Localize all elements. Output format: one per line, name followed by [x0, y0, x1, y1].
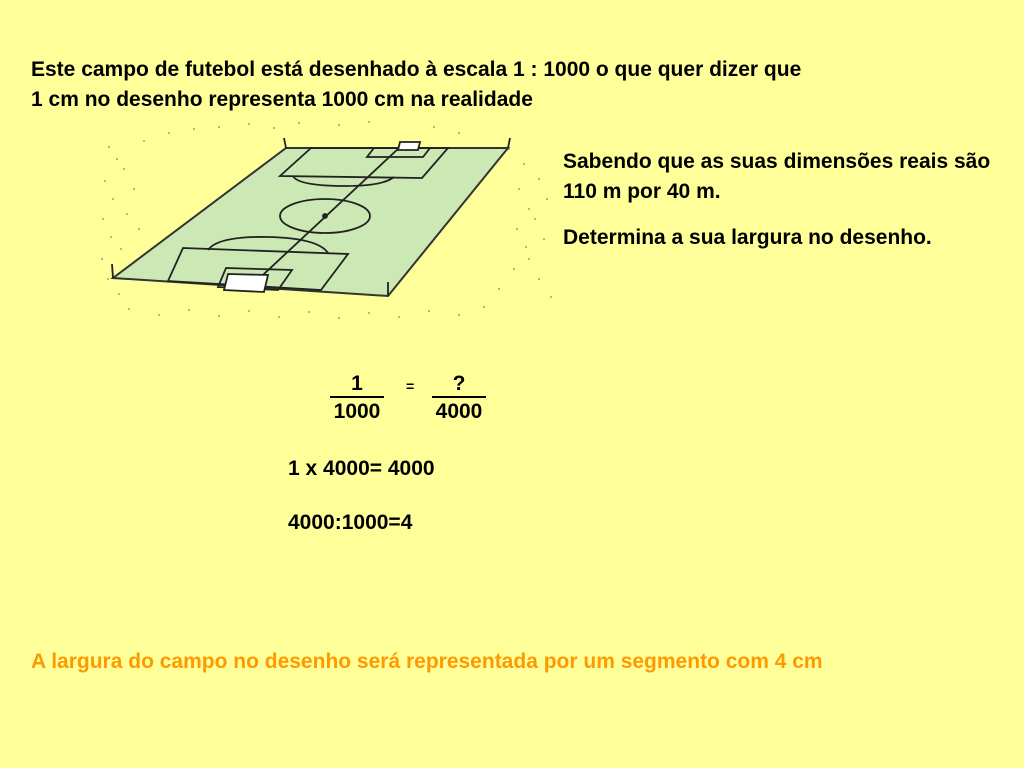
question-line-1: Sabendo que as suas dimensões reais são 110 m por 40 m. [563, 150, 991, 203]
fraction-left-denominator: 1000 [333, 400, 381, 423]
fraction-right-denominator: 4000 [435, 400, 483, 423]
fraction-right-numerator: ? [432, 372, 486, 398]
equals-sign: = [406, 378, 415, 394]
intro-line-1: Este campo de futebol está desenhado à escala 1 : 1000 o que quer dizer que [31, 58, 802, 81]
calculation-step-1: 1 x 4000= 4000 [288, 457, 435, 480]
question-text [563, 147, 1003, 253]
fraction-left-numerator: 1 [330, 372, 384, 398]
football-field-illustration [98, 118, 558, 323]
question-line-2: Determina a sua largura no desenho. [563, 226, 932, 249]
fraction-right [429, 372, 489, 424]
intro-text [31, 55, 1011, 115]
intro-line-2: 1 cm no desenho representa 1000 cm na realidade [31, 88, 533, 111]
calculation-step-2: 4000:1000=4 [288, 511, 413, 534]
fraction-left [327, 372, 387, 424]
answer-text: A largura do campo no desenho será representada por um segmento com 4 cm [31, 650, 823, 673]
